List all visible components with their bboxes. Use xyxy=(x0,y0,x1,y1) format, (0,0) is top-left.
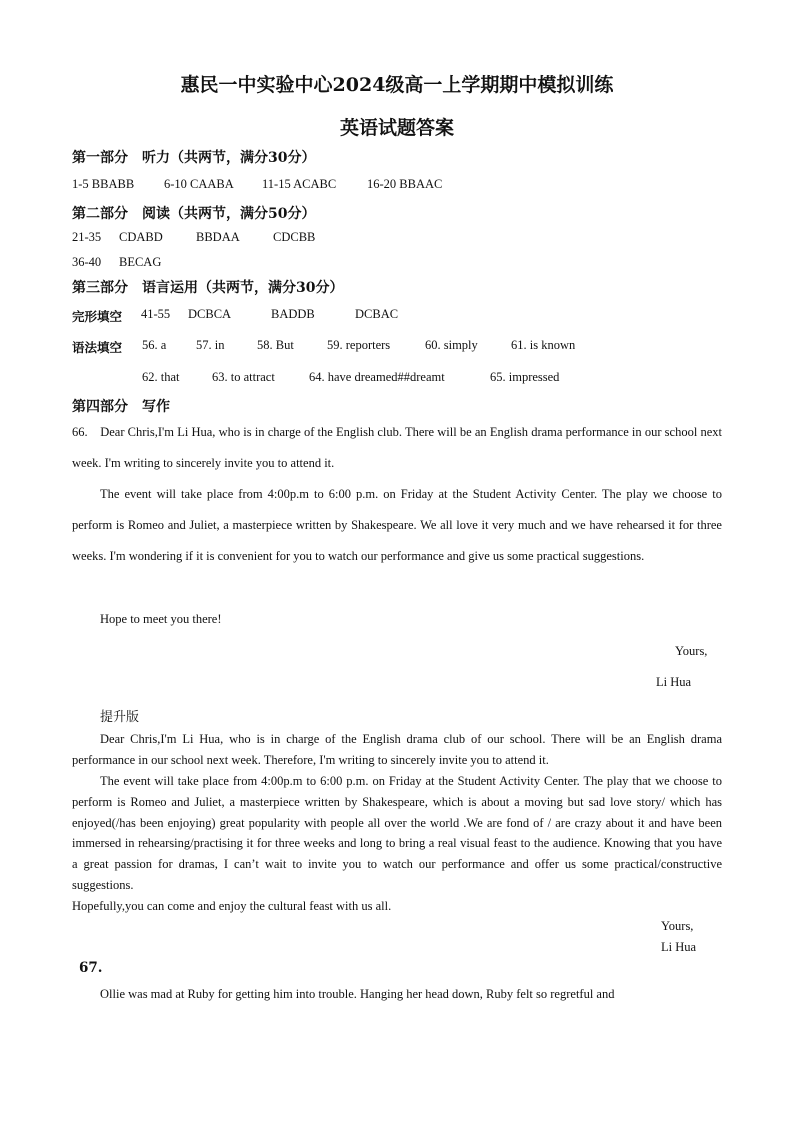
part1-answer: 6-10 CAABA xyxy=(164,177,234,191)
improved-paragraph: Hopefully,you can come and enjoy the cultural feast with us all. xyxy=(72,899,392,913)
q66-closing: Yours, xyxy=(675,644,708,658)
part1-heading: 第一部分 听力（共两节，满分30分） xyxy=(72,150,316,166)
part4-heading: 第四部分 写作 xyxy=(72,399,170,415)
part2-answer: BECAG xyxy=(119,255,162,269)
part2-answer: BBDAA xyxy=(196,230,240,244)
improved-label: 提升版 xyxy=(100,710,140,725)
grammar-answer: 59. reporters xyxy=(327,338,391,352)
grammar-answer: 65. impressed xyxy=(490,370,560,384)
improved-closing: Yours, xyxy=(661,919,694,933)
q66-paragraph: 66. Dear Chris,I'm Li Hua, who is in charge of the English club. There will be an English drama performance in our school next week. I'm writing to sincerely invite you to attend it. xyxy=(72,425,722,470)
grammar-label: 语法填空 xyxy=(72,340,123,355)
cloze-answer: 41-55 xyxy=(141,307,171,321)
cloze-answer: DCBCA xyxy=(188,307,232,321)
part1-answer: 11-15 ACABC xyxy=(262,177,337,191)
q67-number: 67. xyxy=(79,960,103,976)
part2-answer: CDCBB xyxy=(273,230,316,244)
page-title: 惠民一中实验中心2024级高一上学期期中模拟训练 xyxy=(180,74,614,96)
part3-heading: 第三部分 语言运用（共两节，满分30分） xyxy=(72,280,344,296)
cloze-answer: BADDB xyxy=(271,307,315,321)
part1-answer: 1-5 BBABB xyxy=(72,177,135,191)
grammar-answer: 63. to attract xyxy=(212,370,275,384)
part2-answer: CDABD xyxy=(119,230,163,244)
part2-heading: 第二部分 阅读（共两节，满分50分） xyxy=(72,206,316,222)
grammar-answer: 64. have dreamed##dreamt xyxy=(309,370,445,384)
part2-answer: 36-40 xyxy=(72,255,102,269)
page-subtitle: 英语试题答案 xyxy=(339,117,454,139)
q66-paragraph: Hope to meet you there! xyxy=(100,612,222,626)
q67-paragraph: Ollie was mad at Ruby for getting him into trouble. Hanging her head down, Ruby felt so regretful and xyxy=(100,987,615,1001)
q66-paragraph: The event will take place from 4:00p.m to 6:00 p.m. on Friday at the Student Activity Center. The play we choose to perform is Romeo and Juliet, a masterpiece written by Shakespeare. We all love it very much and we have rehearsed it for three weeks. I'm wondering if it is convenient for you to watch our performance and give us some practical suggestions. xyxy=(72,487,722,563)
grammar-answer: 62. that xyxy=(142,370,180,384)
grammar-answer: 58. But xyxy=(257,338,294,352)
grammar-answer: 61. is known xyxy=(511,338,576,352)
q66-signature: Li Hua xyxy=(656,675,692,689)
improved-paragraph: The event will take place from 4:00p.m to 6:00 p.m. on Friday at the Student Activity Center. The play that we choose to perform is Romeo and Juliet, a masterpiece written by Shakespeare, which is about a moving but sad love story/ which has enjoyed(/has been enjoying) great popularity with people all over the world .We are fond of / are crazy about it and have been immersed in rehearsing/practising it for three weeks and long to bring a real visual feast to the audience. Knowing that you have a great passion for dramas, I can’t wait to invite you to watch our performance and offer us some practical/constructive suggestions. xyxy=(72,774,722,892)
part1-answer: 16-20 BBAAC xyxy=(367,177,443,191)
grammar-answer: 60. simply xyxy=(425,338,478,352)
grammar-answer: 56. a xyxy=(142,338,167,352)
improved-paragraph: Dear Chris,I'm Li Hua, who is in charge of the English drama club of our school. There will be an English drama performance in our school next week. Therefore, I'm writing to sincerely invite you to attend it. xyxy=(72,732,722,767)
part2-answer: 21-35 xyxy=(72,230,102,244)
cloze-answer: DCBAC xyxy=(355,307,399,321)
improved-signature: Li Hua xyxy=(661,940,697,954)
grammar-answer: 57. in xyxy=(196,338,225,352)
cloze-label: 完形填空 xyxy=(72,309,123,324)
